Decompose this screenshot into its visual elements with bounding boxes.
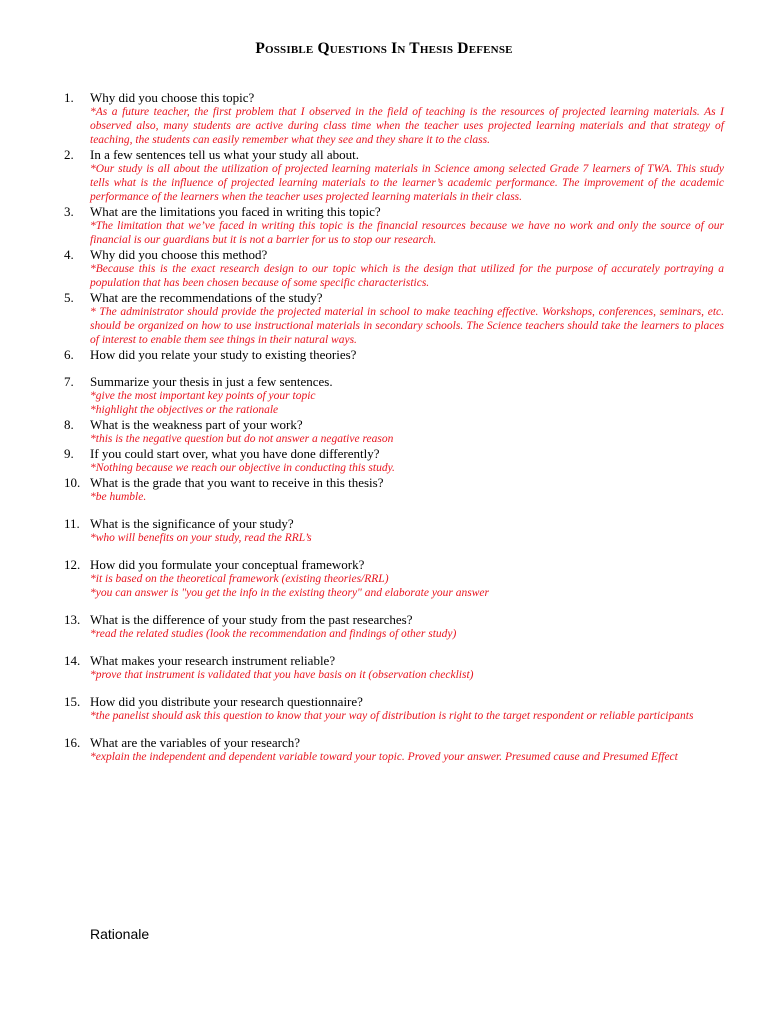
question-item [64,516,724,545]
question-item [64,147,724,204]
answer-text: *who will benefits on your study, read the RRL’s [90,532,312,544]
answer-text: *this is the negative question but do not answer a negative reason [90,433,394,445]
question-item [64,653,724,682]
question-item [64,247,724,290]
question-item [64,735,724,764]
question-item [64,446,724,475]
question-list [64,90,724,764]
question-item [64,290,724,347]
question-number: 14. [64,653,81,668]
answer-text: *be humble. [90,491,147,503]
question-item [64,204,724,247]
question-text: What is the grade that you want to receive in this thesis? [90,475,384,490]
question-number: 11. [64,516,80,531]
question-number: 8. [64,417,74,432]
question-item [64,612,724,641]
page-title: Possible Questions In Thesis Defense [255,40,513,57]
answer-text: *Because this is the exact research design to our topic which is the design that utilized for the purpose of accurately portraying a population that has been chosen because of some specific characteristics. [90,263,724,289]
question-text: Why did you choose this method? [90,247,268,262]
answer-text: *The limitation that we’ve faced in writing this topic is the financial resources because we have no work and only the source of our financial is our guardians but it is not a barrier for us to stop our research. [90,220,724,246]
question-number: 12. [64,557,81,572]
footer-rationale: Rationale [90,926,150,942]
answer-text: *you can answer is "you get the info in the existing theory" and elaborate your answer [90,587,490,599]
question-number: 15. [64,694,81,709]
answer-text: *Nothing because we reach our objective in conducting this study. [90,462,395,474]
question-text: Why did you choose this topic? [90,90,255,105]
answer-text: *As a future teacher, the first problem that I observed in the field of teaching is the resources of projected learning materials. As I observed also, many students are active during class time when the teacher uses projected learning materials and that strategy of teaching, the students can easily remember what they see and they share it to the class. [90,106,724,146]
question-item [64,374,724,417]
question-text: What is the significance of your study? [90,516,294,531]
question-number: 6. [64,347,74,362]
question-text: What are the limitations you faced in writing this topic? [90,204,381,219]
question-text: If you could start over, what you have done differently? [90,446,380,461]
question-text: How did you relate your study to existing theories? [90,347,357,362]
answer-text: *explain the independent and dependent variable toward your topic. Proved your answer. Presumed cause and Presumed Effect [90,751,678,763]
question-item [64,475,724,504]
question-text: In a few sentences tell us what your study all about. [90,147,359,162]
question-number: 3. [64,204,74,219]
question-number: 5. [64,290,74,305]
answer-text: *it is based on the theoretical framework (existing theories/RRL) [90,573,389,585]
question-item [64,557,724,600]
question-number: 7. [64,374,74,389]
answer-text: *give the most important key points of your topic [90,390,316,402]
question-number: 4. [64,247,74,262]
question-item [64,694,724,723]
answer-text: *read the related studies (look the recommendation and findings of other study) [90,628,457,640]
question-text: How did you formulate your conceptual framework? [90,557,365,572]
question-text: What is the weakness part of your work? [90,417,303,432]
question-number: 13. [64,612,81,627]
answer-text: *the panelist should ask this question to know that your way of distribution is right to the target respondent or reliable participants [90,710,694,722]
question-number: 1. [64,90,74,105]
question-item [64,90,724,147]
question-number: 10. [64,475,81,490]
question-text: What are the variables of your research? [90,735,301,750]
question-text: What are the recommendations of the study? [90,290,323,305]
question-number: 2. [64,147,74,162]
question-number: 9. [64,446,74,461]
answer-text: *highlight the objectives or the rationale [90,404,279,416]
question-text: What is the difference of your study from the past researches? [90,612,413,627]
answer-text: * The administrator should provide the projected material in school to make teaching effective. Workshops, conferences, seminars, etc. should be organized on how to use instructional materials in secondary schools. The Science teachers should take the learners to places of interest to enable them see things in their natural ways. [90,306,724,346]
question-text: Summarize your thesis in just a few sentences. [90,374,333,389]
question-item [64,417,724,446]
question-item [64,347,724,362]
question-text: How did you distribute your research questionnaire? [90,694,363,709]
question-text: What makes your research instrument reliable? [90,653,336,668]
answer-text: *prove that instrument is validated that you have basis on it (observation checklist) [90,669,474,681]
question-number: 16. [64,735,81,750]
answer-text: *Our study is all about the utilization of projected learning materials in Science among selected Grade 7 learners of TWA. This study tells what is the influence of projected learning materials to the learner’s academic performance. The improvement of the academic performance of the learners when the teacher uses projected learning materials in their class. [90,163,724,203]
